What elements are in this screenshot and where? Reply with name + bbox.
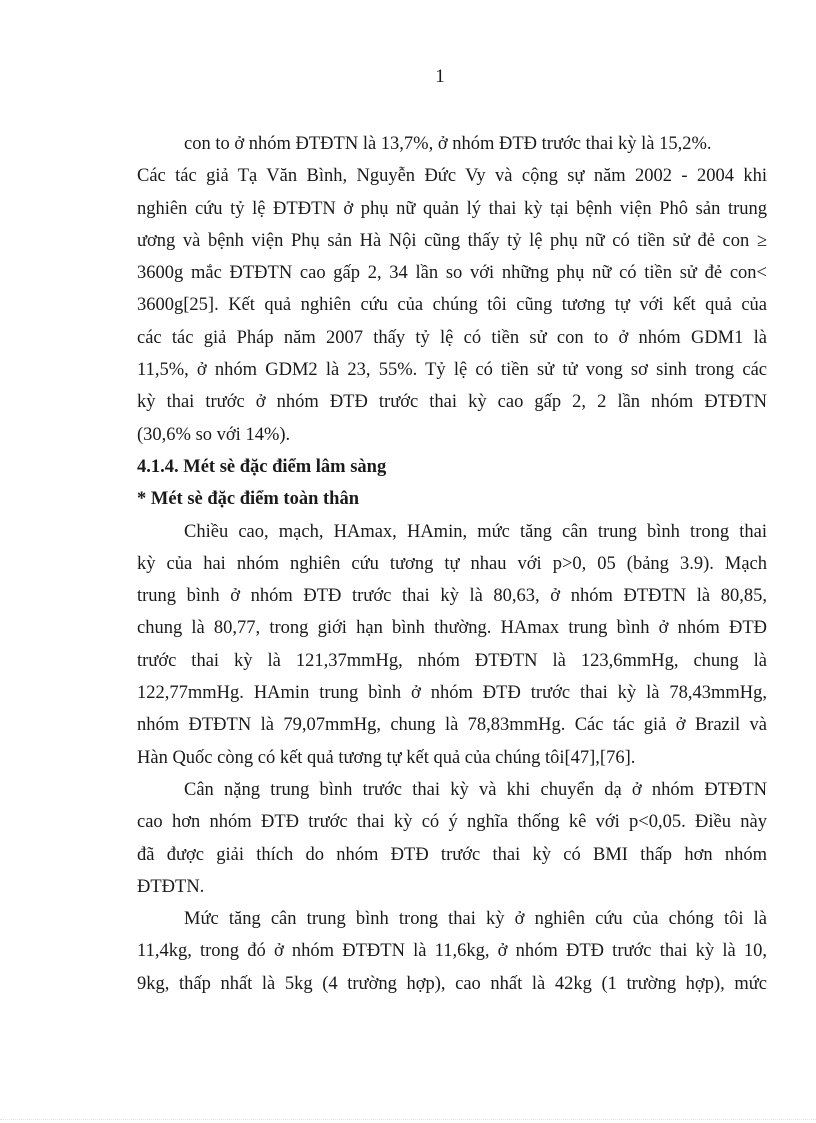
text-line: trước thai kỳ là 121,37mmHg, nhóm ĐTĐTN là 123,6mmHg, chung là: [137, 650, 767, 671]
text-line: trung bình ở nhóm ĐTĐ trước thai kỳ là 80,63, ở nhóm ĐTĐTN là 80,85,: [137, 586, 767, 607]
text-line: 9kg, thấp nhất là 5kg (4 trường hợp), cao nhất là 42kg (1 trường hợp), mức: [137, 973, 767, 994]
text-line: kỳ của hai nhóm nghiên cứu tương tự nhau với p>0, 05 (bảng 3.9). Mạch: [137, 553, 767, 574]
text-line: cao hơn nhóm ĐTĐ trước thai kỳ có ý nghĩa thống kê với p<0,05. Điều này: [137, 812, 767, 833]
section-heading: 4.1.4. Mét sè đặc điểm lâm sàng: [137, 456, 387, 477]
text-line: 122,77mmHg. HAmin trung bình ở nhóm ĐTĐ trước thai kỳ là 78,43mmHg,: [137, 683, 767, 704]
page-number: 1: [435, 66, 445, 87]
text-line: chung là 80,77, trong giới hạn bình thường. HAmax trung bình ở nhóm ĐTĐ: [137, 618, 767, 639]
text-line: kỳ thai trước ở nhóm ĐTĐ trước thai kỳ cao gấp 2, 2 lần nhóm ĐTĐTN: [137, 392, 767, 413]
text-line: các tác giả Pháp năm 2007 thấy tỷ lệ có tiền sử con to ở nhóm GDM1 là: [137, 327, 767, 348]
document-body: [137, 128, 767, 1000]
text-line: 11,4kg, trong đó ở nhóm ĐTĐTN là 11,6kg, ở nhóm ĐTĐ trước thai kỳ là 10,: [137, 941, 767, 962]
text-line: Cân nặng trung bình trước thai kỳ và khi chuyển dạ ở nhóm ĐTĐTN: [184, 779, 767, 800]
text-line: ương và bệnh viện Phụ sản Hà Nội cũng thấy tỷ lệ phụ nữ có tiền sử đẻ con ≥: [137, 230, 767, 251]
text-line: con to ở nhóm ĐTĐTN là 13,7%, ở nhóm ĐTĐ trước thai kỳ là 15,2%.: [184, 134, 712, 154]
text-line: đã được giải thích do nhóm ĐTĐ trước thai kỳ có BMI thấp hơn nhóm: [137, 844, 767, 865]
text-line: 3600g mắc ĐTĐTN cao gấp 2, 34 lần so với những phụ nữ có tiền sử đẻ con<: [137, 263, 767, 284]
text-line: Các tác giả Tạ Văn Bình, Nguyễn Đức Vy và cộng sự năm 2002 - 2004 khi: [137, 166, 767, 187]
text-line: (30,6% so với 14%).: [137, 424, 291, 445]
text-line: Chiều cao, mạch, HAmax, HAmin, mức tăng cân trung bình trong thai: [184, 521, 767, 542]
text-line: 3600g[25]. Kết quả nghiên cứu của chúng tôi cũng tương tự với kết quả của: [137, 295, 767, 316]
text-line: nghiên cứu tỷ lệ ĐTĐTN ở phụ nữ quản lý thai kỳ tại bệnh viện Phô sản trung: [137, 198, 767, 219]
section-heading: * Mét sè đặc điểm toàn thân: [137, 489, 359, 510]
text-line: Hàn Quốc còng có kết quả tương tự kết quả của chúng tôi[47],[76].: [137, 747, 636, 768]
text-line: ĐTĐTN.: [137, 876, 205, 897]
text-line: nhóm ĐTĐTN là 79,07mmHg, chung là 78,83mmHg. Các tác giả ở Brazil và: [137, 715, 767, 736]
text-line: 11,5%, ở nhóm GDM2 là 23, 55%. Tỷ lệ có tiền sử tử vong sơ sinh trong các: [137, 360, 767, 381]
footer-divider: [0, 1119, 816, 1120]
text-line: Mức tăng cân trung bình trong thai kỳ ở nghiên cứu của chóng tôi là: [184, 909, 767, 930]
